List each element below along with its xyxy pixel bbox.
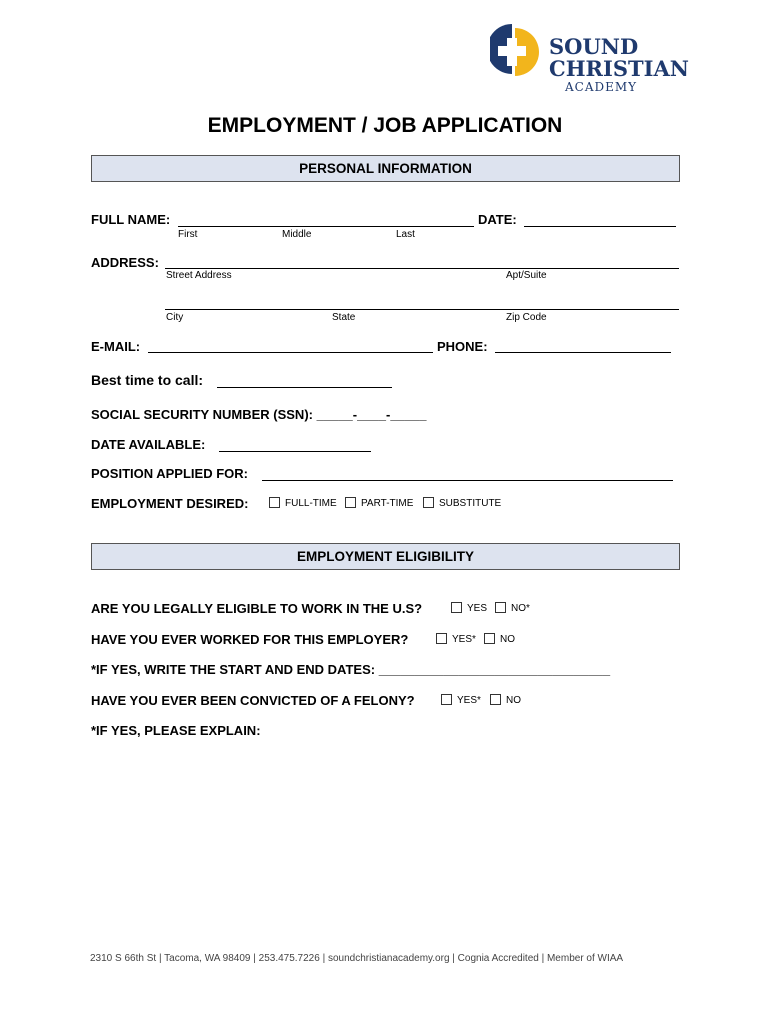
q4-yes-text: YES*	[457, 695, 481, 707]
address-label: ADDRESS:	[91, 255, 159, 270]
best-time-field[interactable]	[217, 387, 392, 388]
substitute-text: SUBSTITUTE	[439, 498, 502, 510]
q1-yes-text: YES	[467, 603, 488, 615]
fulltime-text: FULL-TIME	[285, 498, 337, 510]
phone-field[interactable]	[495, 352, 671, 353]
q2-no-option[interactable]	[484, 634, 515, 645]
q4-no-checkbox[interactable]	[490, 694, 501, 705]
logo-line2: CHRISTIAN	[549, 56, 689, 81]
date-field[interactable]	[524, 226, 676, 227]
q-start-end-dates[interactable]: *IF YES, WRITE THE START AND END DATES: ________________________________	[91, 662, 611, 677]
q4-no-option[interactable]	[490, 695, 521, 706]
best-time-label: Best time to call:	[91, 372, 204, 388]
q2-no-checkbox[interactable]	[484, 633, 495, 644]
q-legal-eligible: ARE YOU LEGALLY ELIGIBLE TO WORK IN THE U.S?	[91, 601, 423, 616]
personal-info-header: PERSONAL INFORMATION	[91, 155, 680, 182]
date-available-field[interactable]	[219, 451, 371, 452]
position-label: POSITION APPLIED FOR:	[91, 466, 248, 481]
q1-no-option[interactable]	[495, 603, 530, 614]
apt-sublabel: Apt/Suite	[506, 270, 547, 281]
street-sublabel: Street Address	[166, 270, 232, 281]
cross-logo-icon	[490, 24, 548, 80]
email-field[interactable]	[148, 352, 433, 353]
employment-desired-label: EMPLOYMENT DESIRED:	[91, 496, 249, 511]
q2-yes-text: YES*	[452, 634, 476, 646]
q-worked-before: HAVE YOU EVER WORKED FOR THIS EMPLOYER?	[91, 632, 409, 647]
parttime-text: PART-TIME	[361, 498, 414, 510]
q4-yes-option[interactable]	[441, 695, 481, 706]
street-address-field[interactable]	[165, 268, 679, 269]
q2-yes-option[interactable]	[436, 634, 476, 645]
city-state-zip-field[interactable]	[165, 309, 679, 310]
q1-yes-option[interactable]	[451, 603, 487, 614]
city-sublabel: City	[166, 312, 184, 323]
ssn-label[interactable]: SOCIAL SECURITY NUMBER (SSN): _____-____-_____	[91, 407, 427, 422]
q-please-explain: *IF YES, PLEASE EXPLAIN:	[91, 723, 261, 738]
date-label: DATE:	[478, 212, 517, 227]
q1-no-checkbox[interactable]	[495, 602, 506, 613]
full-name-field[interactable]	[178, 226, 474, 227]
q1-no-text: NO*	[511, 603, 530, 615]
logo-line3: ACADEMY	[565, 80, 638, 94]
first-sublabel: First	[178, 229, 198, 240]
footer-contact: 2310 S 66th St | Tacoma, WA 98409 | 253.475.7226 | soundchristianacademy.org | Cognia Accredited | Member of WIAA	[90, 953, 624, 964]
page-title: EMPLOYMENT / JOB APPLICATION	[207, 114, 563, 137]
substitute-option[interactable]	[423, 498, 501, 509]
parttime-option[interactable]	[345, 498, 413, 509]
date-available-label: DATE AVAILABLE:	[91, 437, 206, 452]
q1-yes-checkbox[interactable]	[451, 602, 462, 613]
q4-yes-checkbox[interactable]	[441, 694, 452, 705]
fulltime-option[interactable]	[269, 498, 337, 509]
substitute-checkbox[interactable]	[423, 497, 434, 508]
parttime-checkbox[interactable]	[345, 497, 356, 508]
eligibility-header: EMPLOYMENT ELIGIBILITY	[91, 543, 680, 570]
position-field[interactable]	[262, 480, 673, 481]
zip-sublabel: Zip Code	[506, 312, 547, 323]
q4-no-text: NO	[506, 695, 521, 707]
q-felony: HAVE YOU EVER BEEN CONVICTED OF A FELONY?	[91, 693, 415, 708]
state-sublabel: State	[332, 312, 356, 323]
fulltime-checkbox[interactable]	[269, 497, 280, 508]
phone-label: PHONE:	[437, 339, 488, 354]
email-label: E-MAIL:	[91, 339, 141, 354]
middle-sublabel: Middle	[282, 229, 312, 240]
full-name-label: FULL NAME:	[91, 212, 171, 227]
q2-no-text: NO	[500, 634, 515, 646]
q2-yes-checkbox[interactable]	[436, 633, 447, 644]
logo-line1: SOUND	[549, 34, 639, 59]
last-sublabel: Last	[396, 229, 415, 240]
